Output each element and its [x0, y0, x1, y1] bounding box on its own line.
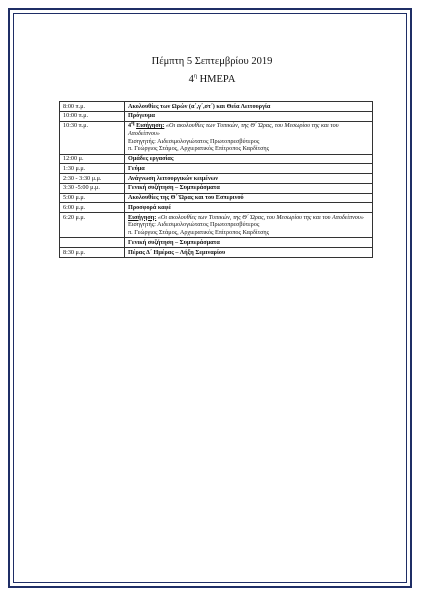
day-heading [0, 74, 424, 85]
activity-cell: Ακολουθίες των Ωρών (α΄,γ΄,στ΄) και Θεία Λειτουργία [125, 102, 373, 112]
table-row [60, 183, 373, 193]
lecture-number-suffix: η [131, 119, 135, 126]
day-number-suffix: η [193, 73, 197, 80]
table-row [60, 248, 373, 258]
table-row [60, 102, 373, 112]
table-row [60, 121, 373, 154]
lecture-cell [125, 121, 373, 154]
time-cell: 5:00 μ.μ. [60, 193, 125, 203]
time-cell: 12:00 μ. [60, 154, 125, 164]
activity-cell: Γενική συζήτηση – Συμπεράσματα [125, 238, 373, 248]
speaker-line: Εισηγητής: Αιδεσιμολογιώτατος Πρωτοπρεσβύτερος [128, 137, 260, 145]
activity-cell: Προσφορά καφέ [125, 203, 373, 213]
day-number: 4 [188, 74, 194, 85]
table-row [60, 193, 373, 203]
time-cell: 8:30 μ.μ. [60, 248, 125, 258]
time-cell: 1:30 μ.μ. [60, 164, 125, 174]
table-row [60, 174, 373, 184]
time-cell: 6:00 μ.μ. [60, 203, 125, 213]
time-cell: 10:00 π.μ. [60, 111, 125, 121]
lecture-title: «Οι ακολουθίες των Τυπικών, της Θ΄ Ώρας, του Μεσωρίου της και του Αποδείπνου» [157, 213, 364, 221]
activity-cell: Ακολουθίες της Θ΄ Ώρας και του Εσπερινού [125, 193, 373, 203]
activity-cell: Πέρας Δ΄ Ημέρας – Λήξη Σεμιναρίου [125, 248, 373, 258]
lecture-title: «Οι ακολουθίες των Τυπικών, της Θ΄ Ώρας, του Μεσωρίου της και του Αποδείπνου» [128, 122, 339, 137]
speaker-line: Εισηγητής: Αιδεσιμολογιώτατος Πρωτοπρεσβύτερος [128, 221, 260, 229]
lecture-number: 4 [128, 122, 132, 129]
table-row [60, 213, 373, 238]
time-cell: 3:30 -5:00 μ.μ. [60, 183, 125, 193]
table-row [60, 111, 373, 121]
time-cell: 6:20 μ.μ. [60, 213, 125, 238]
lecture-label: Εισήγηση: [136, 122, 165, 129]
activity-cell: Γεύμα [125, 164, 373, 174]
speaker-name-line: π. Γεώργιος Στάμος, Αρχιερατικός Επίτροπος Καρδίτσης [128, 145, 270, 153]
page-border-inner [13, 13, 407, 583]
date-heading: Πέμπτη 5 Σεπτεμβρίου 2019 [151, 56, 273, 67]
time-cell: 8:00 π.μ. [60, 102, 125, 112]
time-cell: 2:30 - 3:30 μ.μ. [60, 174, 125, 184]
day-word: ΗΜΕΡΑ [199, 74, 236, 85]
time-cell: 10:30 π.μ. [60, 121, 125, 154]
schedule-table [59, 101, 373, 258]
activity-cell: Γενική συζήτηση – Συμπεράσματα [125, 183, 373, 193]
lecture-label: Εισήγηση: [128, 213, 157, 221]
activity-cell: Ομάδες εργασίας [125, 154, 373, 164]
lecture-cell [125, 213, 373, 238]
table-row [60, 203, 373, 213]
table-row [60, 154, 373, 164]
table-row [60, 238, 373, 248]
time-cell [60, 238, 125, 248]
activity-cell: Πρόγευμα [125, 111, 373, 121]
table-row [60, 164, 373, 174]
activity-cell: Ανάγνωση λειτουργικών κειμένων [125, 174, 373, 184]
speaker-name-line: π. Γεώργιος Στάμος, Αρχιερατικός Επίτροπος Καρδίτσης [128, 229, 270, 236]
